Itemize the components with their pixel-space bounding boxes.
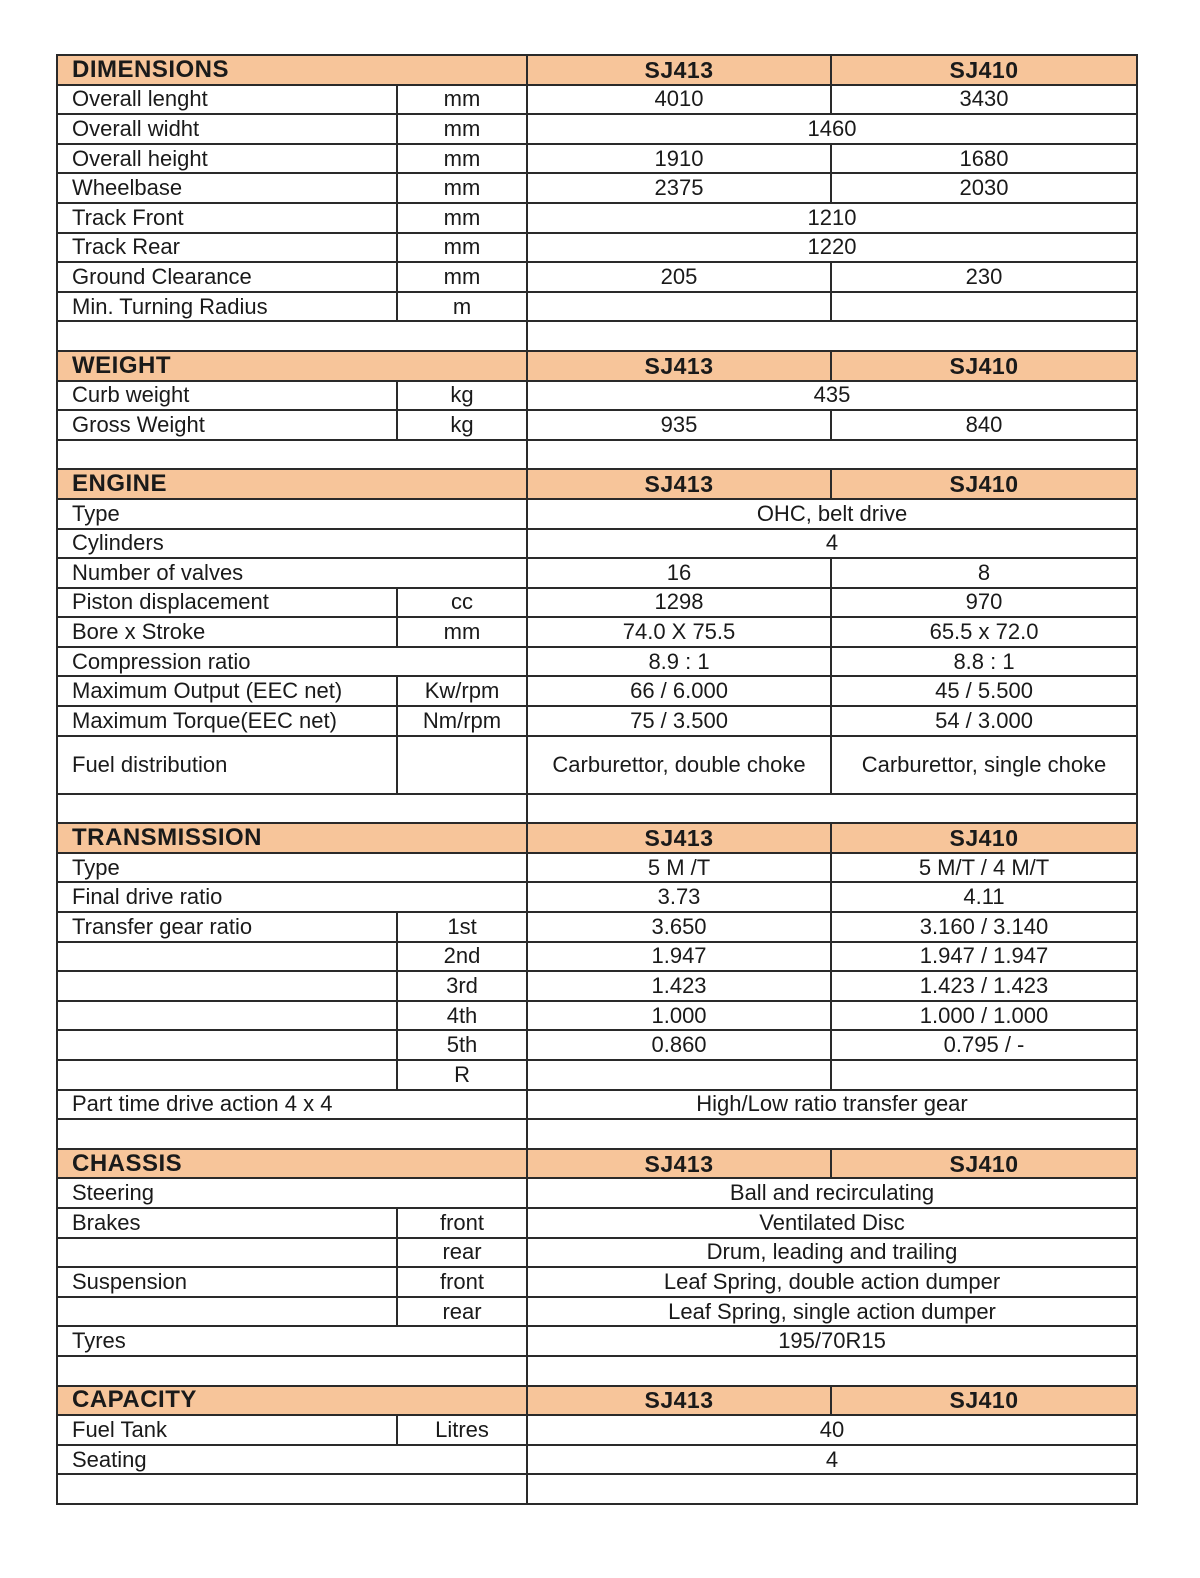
spec-unit: 4th <box>397 1001 527 1031</box>
table-row <box>57 1001 1137 1031</box>
spec-label <box>57 942 397 972</box>
spec-label: Fuel distribution <box>57 736 397 794</box>
spec-value-shared: 1220 <box>527 233 1137 263</box>
table-row <box>57 173 1137 203</box>
spec-value-sj413: 16 <box>527 558 831 588</box>
spec-value-shared: OHC, belt drive <box>527 499 1137 529</box>
spec-unit: mm <box>397 233 527 263</box>
section-header-chassis <box>57 1149 1137 1179</box>
spec-unit: mm <box>397 85 527 115</box>
spec-value-sj410: 1.947 / 1.947 <box>831 942 1137 972</box>
spec-value-sj413: 74.0 X 75.5 <box>527 617 831 647</box>
spec-value-sj413: 1.947 <box>527 942 831 972</box>
spacer-cell <box>57 321 527 351</box>
spec-value-sj410: 54 / 3.000 <box>831 706 1137 736</box>
table-row <box>57 1297 1137 1327</box>
spec-unit <box>397 736 527 794</box>
spec-unit: 2nd <box>397 942 527 972</box>
spacer-cell <box>527 321 1137 351</box>
spec-value-shared: High/Low ratio transfer gear <box>527 1090 1137 1120</box>
spec-label: Maximum Output (EEC net) <box>57 676 397 706</box>
section-header-engine <box>57 469 1137 499</box>
table-row <box>57 85 1137 115</box>
spec-value-shared: Drum, leading and trailing <box>527 1238 1137 1268</box>
spec-unit: front <box>397 1208 527 1238</box>
spec-value-shared: 195/70R15 <box>527 1326 1137 1356</box>
spec-label <box>57 1001 397 1031</box>
spec-value-sj410 <box>831 1060 1137 1090</box>
model-header: SJ413 <box>527 1149 831 1179</box>
spec-label: Min. Turning Radius <box>57 292 397 322</box>
spec-unit: kg <box>397 410 527 440</box>
section-header-weight <box>57 351 1137 381</box>
table-row <box>57 1326 1137 1356</box>
table-row <box>57 381 1137 411</box>
spec-value-sj410: 1.423 / 1.423 <box>831 971 1137 1001</box>
spec-label: Tyres <box>57 1326 527 1356</box>
spec-value-shared: 435 <box>527 381 1137 411</box>
spec-label: Final drive ratio <box>57 882 527 912</box>
spec-unit: Litres <box>397 1415 527 1445</box>
table-row <box>57 529 1137 559</box>
spec-label: Brakes <box>57 1208 397 1238</box>
spec-label <box>57 1060 397 1090</box>
spec-value-sj413: Carburettor, double choke <box>527 736 831 794</box>
spec-table-body <box>57 55 1137 1504</box>
spec-label <box>57 971 397 1001</box>
table-row <box>57 971 1137 1001</box>
spec-label: Ground Clearance <box>57 262 397 292</box>
spec-unit: mm <box>397 203 527 233</box>
spec-value-sj410: 8 <box>831 558 1137 588</box>
table-row <box>57 292 1137 322</box>
spec-unit: rear <box>397 1238 527 1268</box>
section-title: TRANSMISSION <box>57 823 527 853</box>
table-row <box>57 144 1137 174</box>
model-header: SJ413 <box>527 469 831 499</box>
spec-value-sj410: 3430 <box>831 85 1137 115</box>
spec-value-sj413: 66 / 6.000 <box>527 676 831 706</box>
spacer-cell <box>527 440 1137 470</box>
spec-value-sj413: 1.423 <box>527 971 831 1001</box>
spec-unit: mm <box>397 173 527 203</box>
spec-value-sj410: 5 M/T / 4 M/T <box>831 853 1137 883</box>
spec-value-sj410: 0.795 / - <box>831 1030 1137 1060</box>
spec-value-sj410: 1.000 / 1.000 <box>831 1001 1137 1031</box>
spec-value-sj413: 935 <box>527 410 831 440</box>
spec-value-sj410: 840 <box>831 410 1137 440</box>
spec-value-shared: 4 <box>527 529 1137 559</box>
table-row <box>57 203 1137 233</box>
spacer-row <box>57 321 1137 351</box>
spec-value-sj413: 2375 <box>527 173 831 203</box>
model-header: SJ410 <box>831 1149 1137 1179</box>
spec-value-shared: 1460 <box>527 114 1137 144</box>
spec-value-shared: 1210 <box>527 203 1137 233</box>
spec-label: Overall widht <box>57 114 397 144</box>
spec-unit: Kw/rpm <box>397 676 527 706</box>
model-header: SJ410 <box>831 351 1137 381</box>
table-row <box>57 1267 1137 1297</box>
spec-unit: mm <box>397 262 527 292</box>
table-row <box>57 1090 1137 1120</box>
spec-unit: R <box>397 1060 527 1090</box>
table-row <box>57 1208 1137 1238</box>
section-header-transmission <box>57 823 1137 853</box>
spec-unit: cc <box>397 588 527 618</box>
spacer-row <box>57 1356 1137 1386</box>
table-row <box>57 1178 1137 1208</box>
spec-unit: kg <box>397 381 527 411</box>
spec-value-sj413 <box>527 1060 831 1090</box>
spec-value-sj413: 1298 <box>527 588 831 618</box>
spec-label: Wheelbase <box>57 173 397 203</box>
spec-unit: front <box>397 1267 527 1297</box>
spacer-row <box>57 794 1137 824</box>
model-header: SJ410 <box>831 55 1137 85</box>
spec-unit: mm <box>397 617 527 647</box>
spec-value-sj410: 45 / 5.500 <box>831 676 1137 706</box>
spacer-cell <box>527 1356 1137 1386</box>
spec-value-sj410: 230 <box>831 262 1137 292</box>
spec-unit: m <box>397 292 527 322</box>
section-title: WEIGHT <box>57 351 527 381</box>
spec-value-sj410: 970 <box>831 588 1137 618</box>
model-header: SJ410 <box>831 1386 1137 1416</box>
spec-value-sj413: 4010 <box>527 85 831 115</box>
spec-unit: mm <box>397 144 527 174</box>
table-row <box>57 912 1137 942</box>
spec-label: Track Front <box>57 203 397 233</box>
spacer-cell <box>57 1356 527 1386</box>
spec-value-sj413: 1910 <box>527 144 831 174</box>
spec-value-shared: Ball and recirculating <box>527 1178 1137 1208</box>
spec-value-shared: 40 <box>527 1415 1137 1445</box>
spec-label: Part time drive action 4 x 4 <box>57 1090 527 1120</box>
table-row <box>57 262 1137 292</box>
spec-label: Type <box>57 853 527 883</box>
spec-value-sj410: 1680 <box>831 144 1137 174</box>
spec-value-sj410: 4.11 <box>831 882 1137 912</box>
spec-unit: 3rd <box>397 971 527 1001</box>
table-row <box>57 942 1137 972</box>
spec-value-shared: Leaf Spring, double action dumper <box>527 1267 1137 1297</box>
spacer-row <box>57 440 1137 470</box>
spacer-cell <box>527 1119 1137 1149</box>
spec-label: Number of valves <box>57 558 527 588</box>
spec-label: Transfer gear ratio <box>57 912 397 942</box>
spec-label: Compression ratio <box>57 647 527 677</box>
table-row <box>57 558 1137 588</box>
spacer-row <box>57 1474 1137 1504</box>
table-row <box>57 853 1137 883</box>
spec-unit: rear <box>397 1297 527 1327</box>
section-title: CAPACITY <box>57 1386 527 1416</box>
spec-label: Seating <box>57 1445 527 1475</box>
table-row <box>57 233 1137 263</box>
spec-value-shared: Ventilated Disc <box>527 1208 1137 1238</box>
section-header-capacity <box>57 1386 1137 1416</box>
model-header: SJ413 <box>527 55 831 85</box>
spec-value-sj413: 205 <box>527 262 831 292</box>
model-header: SJ413 <box>527 1386 831 1416</box>
spec-label <box>57 1030 397 1060</box>
spec-label: Type <box>57 499 527 529</box>
model-header: SJ410 <box>831 823 1137 853</box>
spec-value-sj410: 65.5 x 72.0 <box>831 617 1137 647</box>
spacer-cell <box>57 440 527 470</box>
table-row <box>57 499 1137 529</box>
model-header: SJ413 <box>527 823 831 853</box>
spec-label: Suspension <box>57 1267 397 1297</box>
spec-unit: mm <box>397 114 527 144</box>
spec-value-sj413: 75 / 3.500 <box>527 706 831 736</box>
spec-unit: 5th <box>397 1030 527 1060</box>
table-row <box>57 1030 1137 1060</box>
spec-value-shared: Leaf Spring, single action dumper <box>527 1297 1137 1327</box>
spec-value-sj410: 3.160 / 3.140 <box>831 912 1137 942</box>
spec-label: Bore x Stroke <box>57 617 397 647</box>
spec-value-sj413 <box>527 292 831 322</box>
spec-value-shared: 4 <box>527 1445 1137 1475</box>
table-row <box>57 1060 1137 1090</box>
spec-label: Fuel Tank <box>57 1415 397 1445</box>
spec-label: Piston displacement <box>57 588 397 618</box>
spec-value-sj413: 3.73 <box>527 882 831 912</box>
spec-label <box>57 1297 397 1327</box>
spec-label: Cylinders <box>57 529 527 559</box>
model-header: SJ413 <box>527 351 831 381</box>
spec-value-sj413: 8.9 : 1 <box>527 647 831 677</box>
spec-table <box>56 54 1138 1505</box>
table-row <box>57 1445 1137 1475</box>
spec-unit: 1st <box>397 912 527 942</box>
spec-value-sj410: 2030 <box>831 173 1137 203</box>
spacer-cell <box>57 1474 527 1504</box>
section-header-dimensions <box>57 55 1137 85</box>
spec-value-sj410 <box>831 292 1137 322</box>
spec-label: Steering <box>57 1178 527 1208</box>
table-row <box>57 410 1137 440</box>
spec-label: Gross Weight <box>57 410 397 440</box>
spec-value-sj410: 8.8 : 1 <box>831 647 1137 677</box>
spec-value-sj413: 0.860 <box>527 1030 831 1060</box>
spacer-cell <box>527 1474 1137 1504</box>
spacer-row <box>57 1119 1137 1149</box>
table-row <box>57 588 1137 618</box>
table-row <box>57 1238 1137 1268</box>
spacer-cell <box>57 794 527 824</box>
spec-label: Curb weight <box>57 381 397 411</box>
spec-value-sj410: Carburettor, single choke <box>831 736 1137 794</box>
table-row <box>57 882 1137 912</box>
spec-value-sj413: 5 M /T <box>527 853 831 883</box>
spec-label: Track Rear <box>57 233 397 263</box>
section-title: CHASSIS <box>57 1149 527 1179</box>
section-title: DIMENSIONS <box>57 55 527 85</box>
spacer-cell <box>57 1119 527 1149</box>
section-title: ENGINE <box>57 469 527 499</box>
table-row <box>57 676 1137 706</box>
table-row <box>57 617 1137 647</box>
spec-label: Overall lenght <box>57 85 397 115</box>
spec-label: Maximum Torque(EEC net) <box>57 706 397 736</box>
table-row <box>57 1415 1137 1445</box>
spec-value-sj413: 3.650 <box>527 912 831 942</box>
spec-label: Overall height <box>57 144 397 174</box>
table-row <box>57 706 1137 736</box>
table-row <box>57 736 1137 794</box>
spacer-cell <box>527 794 1137 824</box>
spec-label <box>57 1238 397 1268</box>
model-header: SJ410 <box>831 469 1137 499</box>
spec-value-sj413: 1.000 <box>527 1001 831 1031</box>
table-row <box>57 647 1137 677</box>
spec-unit: Nm/rpm <box>397 706 527 736</box>
table-row <box>57 114 1137 144</box>
